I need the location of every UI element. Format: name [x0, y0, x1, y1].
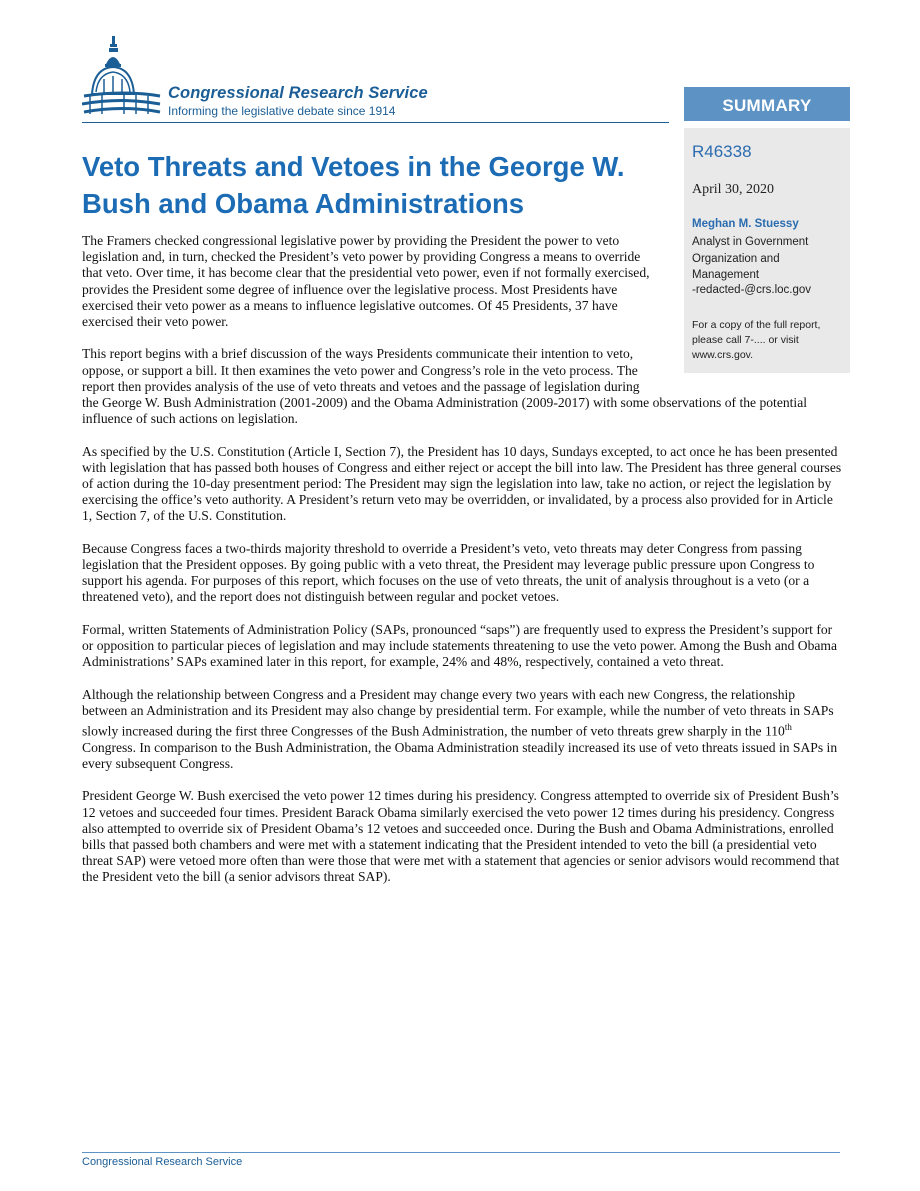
- page-title: Veto Threats and Vetoes in the George W. Bush and Obama Administrations: [82, 151, 625, 219]
- author-email[interactable]: -redacted-@crs.loc.gov: [692, 284, 812, 296]
- author-name: Meghan M. Stuessy: [692, 218, 799, 230]
- sidebar-wrap-space: [656, 233, 842, 388]
- paragraph: This report begins with a brief discussion of the ways Presidents communicate their intention to veto, oppose, or support a bill. It then examines the veto power and Congress’s role in the veto process. The report then provides analysis of the use of veto threats and vetoes and the passage of legislation during the George W. Bush Administration (2001-2009) and the Obama Administration (2009-2017) with some observations of the potential influence of such actions on legislation.: [82, 346, 808, 427]
- org-tagline: Informing the legislative debate since 1914: [168, 104, 396, 118]
- paragraph: President George W. Bush exercised the veto power 12 times during his presidency. Congress attempted to override six of President Bush’s 12 vetoes and succeeded four times. President Barack Obama similarly exercised the veto power 12 times during his presidency. Congress also attempted to override six of President Obama’s 12 vetoes and succeeded once. During the Bush and Obama Administrations, enrolled bills that passed both chambers and were met with a statement indicating that the President intended to veto the bill (a presidential veto threat SAP) were vetoed more often than were those that were met with a statement that agencies or senior advisors would recommend that the President veto the bill (a senior advisors threat SAP).: [82, 788, 840, 885]
- paragraph-text: Although the relationship between Congress and a President may change every two years with each new Congress, the relationship between an Administration and its President may also change by presidential term. For example, while the number of veto threats in SAPs slowly increased during the first three Congresses of the Bush Administration, the number of veto threats grew sharply in the 110: [82, 686, 834, 739]
- paragraph-text: Congress. In comparison to the Bush Administration, the Obama Administration steadily increased its use of veto threats issued in SAPs in every subsequent Congress.: [82, 739, 838, 771]
- footer-text: Congressional Research Service: [82, 1156, 243, 1168]
- paragraph: [82, 687, 842, 773]
- author-title: Analyst in Government Organization and Management: [692, 236, 809, 281]
- report-date: April 30, 2020: [692, 182, 775, 197]
- paragraph: As specified by the U.S. Constitution (Article I, Section 7), the President has 10 days, Sundays excepted, to act once he has been presented with legislation that has passed both houses of Congress and either reject or accept the bill into law. The President has three general courses of action during the 10-day presentment period: The President may sign the legislation into law, take no action, or reject the legislation by exercising the office’s veto authority. A President’s return veto may be overridden, or invalidated, by a process also provided for in Article 1, Section 7, of the U.S. Constitution.: [82, 443, 842, 524]
- summary-label: SUMMARY: [684, 87, 850, 121]
- report-number: R46338: [692, 142, 752, 161]
- capitol-dome-icon: [82, 34, 164, 124]
- copy-note: For a copy of the full report, please call 7-.... or visit www.crs.gov.: [692, 319, 821, 361]
- ordinal-suffix: th: [784, 722, 792, 733]
- header-divider: [82, 122, 669, 123]
- summary-body: [82, 233, 842, 902]
- crs-logo: [82, 34, 482, 124]
- footer-divider: [82, 1152, 840, 1153]
- org-name: Congressional Research Service: [168, 84, 428, 102]
- paragraph: The Framers checked congressional legislative power by providing the President the power to veto legislation and, in turn, checked the President’s veto power by providing Congress a means to override that veto. Over time, it has become clear that the presidential veto power, even if not formally exercised, provides the President some degree of influence over the legislative process. Most Presidents have exercised their veto power as a means to influence legislative outcomes. Of 45 Presidents, 37 have exercised their veto power.: [82, 233, 650, 330]
- paragraph: Formal, written Statements of Administration Policy (SAPs, pronounced “saps”) are frequently used to express the President’s support for or opposition to particular pieces of legislation and may include statements threatening to use the veto power. Among the Bush and Obama Administrations’ SAPs examined later in this report, for example, 24% and 48%, respectively, contained a veto threat.: [82, 621, 838, 670]
- paragraph: Because Congress faces a two-thirds majority threshold to override a President’s veto, veto threats may deter Congress from passing legislation that the President opposes. By going public with a veto threat, the President may leverage public pressure upon Congress to support his agenda. For purposes of this report, which focuses on the use of veto threats, the unit of analysis throughout is a veto (or a threatened veto), and the report does not distinguish between regular and pocket vetoes.: [82, 540, 815, 605]
